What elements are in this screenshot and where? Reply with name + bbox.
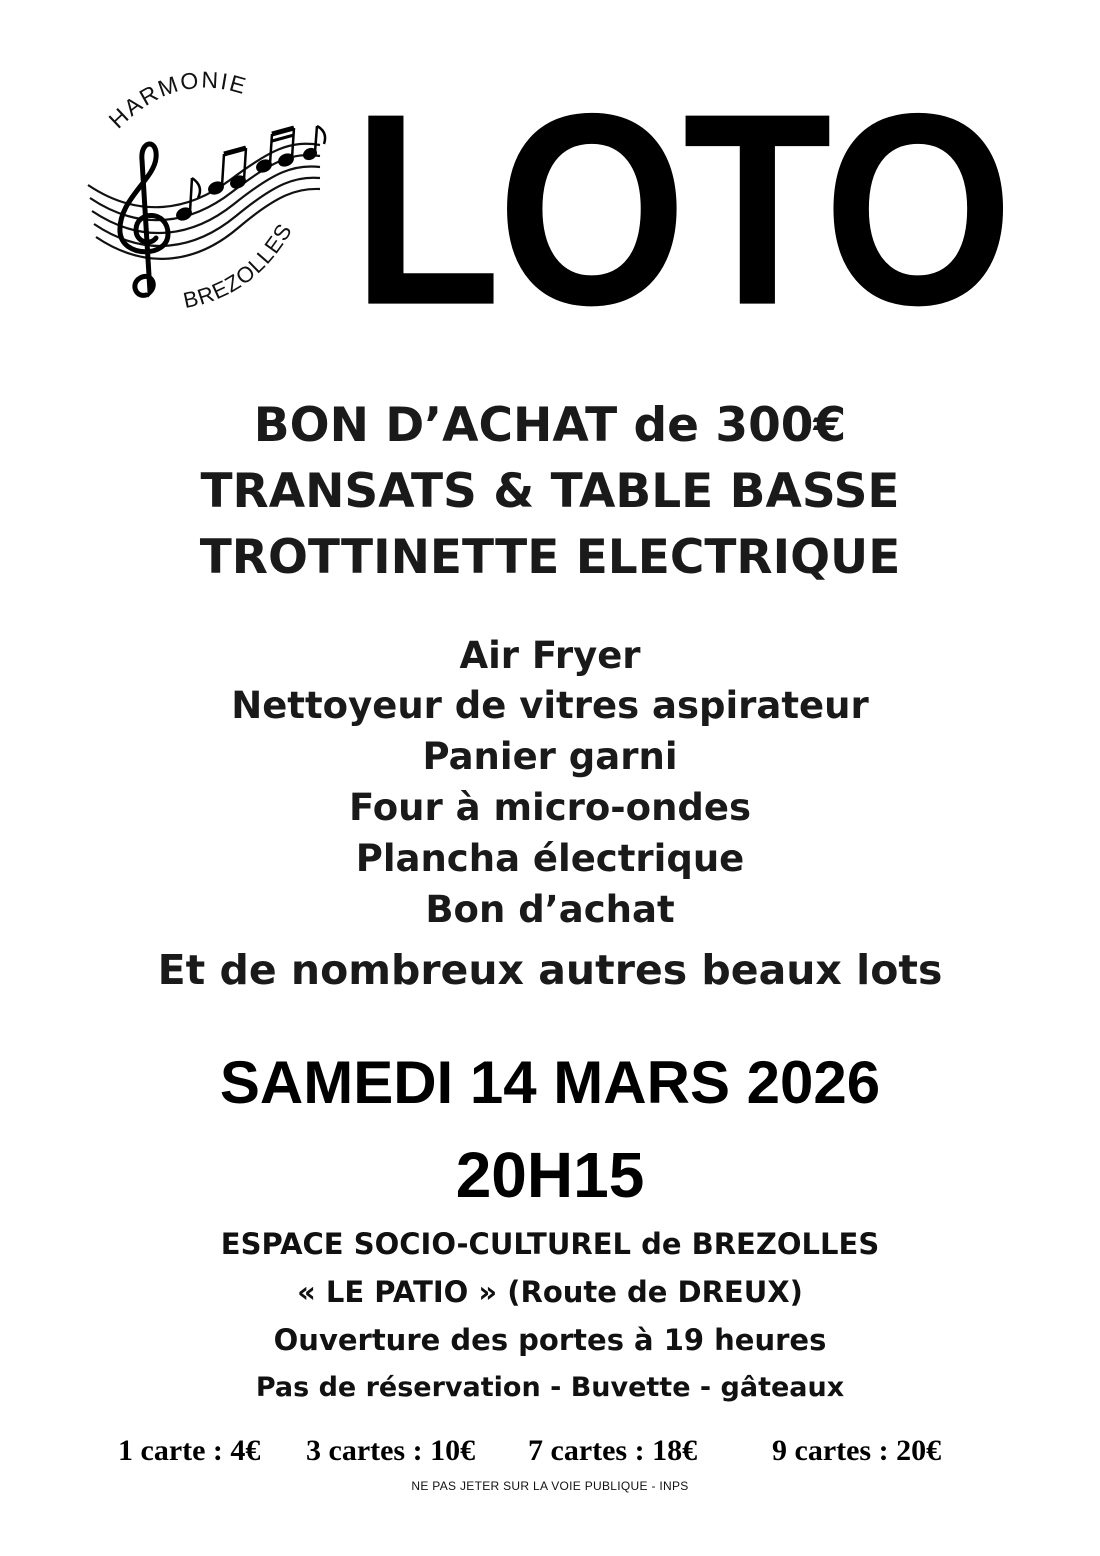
prize-item: Nettoyeur de vitres aspirateur [231, 684, 869, 727]
poster-title: LOTO [352, 92, 1010, 328]
logo-bottom-text: BREZOLLES [180, 218, 298, 314]
price-item: 9 cartes : 20€ [772, 1434, 942, 1467]
prize-item: Panier garni [422, 735, 678, 778]
svg-text:HARMONIE [104, 70, 251, 133]
more-prizes-text: Et de nombreux autres beaux lots [157, 946, 943, 994]
treble-clef-music-staff-icon [80, 70, 340, 340]
price-item: 1 carte : 4€ [118, 1434, 261, 1467]
doors-opening: Ouverture des portes à 19 heures [273, 1323, 827, 1357]
major-prize-scooter: TROTTINETTE ELECTRIQUE [199, 530, 901, 585]
event-date: SAMEDI 14 MARS 2026 [219, 1049, 881, 1116]
price-item: 3 cartes : 10€ [306, 1434, 476, 1467]
prize-item: Bon d’achat [425, 888, 675, 931]
prize-item: Air Fryer [459, 634, 641, 677]
venue-name: ESPACE SOCIO-CULTUREL de BREZOLLES [220, 1227, 880, 1261]
major-prize-voucher: BON D’ACHAT de 300€ [253, 398, 847, 453]
event-time: 20H15 [455, 1139, 645, 1211]
footer-notice: NE PAS JETER SUR LA VOIE PUBLIQUE - INPS [411, 1479, 689, 1493]
event-notes: Pas de réservation - Buvette - gâteaux [255, 1372, 845, 1403]
price-item: 7 cartes : 18€ [528, 1434, 698, 1467]
venue-address: « LE PATIO » (Route de DREUX) [297, 1275, 803, 1309]
logo-top-text: HARMONIE [103, 70, 251, 134]
card-prices [0, 1434, 1100, 1474]
prize-item: Plancha électrique [355, 837, 745, 880]
svg-text:BREZOLLES [181, 219, 297, 313]
major-prize-transats: TRANSATS & TABLE BASSE [200, 464, 900, 519]
harmonie-brezolles-logo [80, 70, 340, 340]
prize-item: Four à micro-ondes [348, 786, 752, 829]
